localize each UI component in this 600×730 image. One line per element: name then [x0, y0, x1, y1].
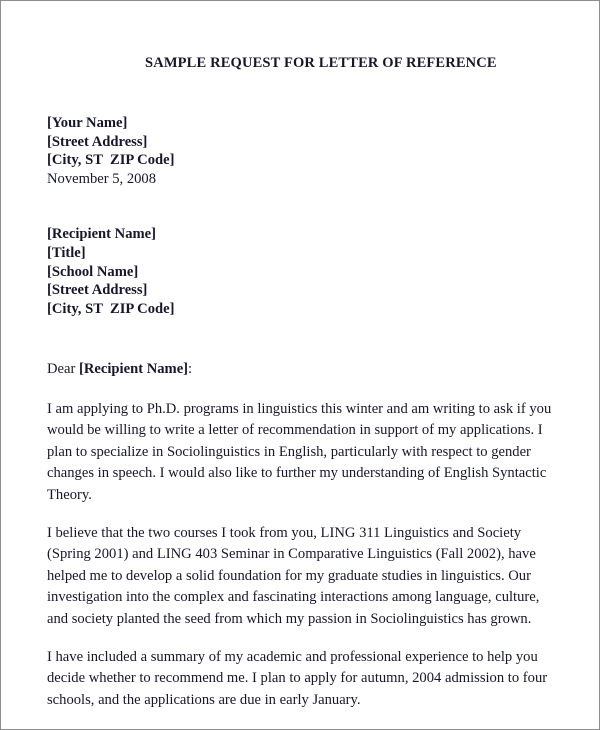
letter-date: November 5, 2008 — [47, 170, 157, 187]
recipient-street-field: [Street Address] — [47, 282, 148, 299]
salutation-line — [47, 360, 557, 379]
sender-name-field: [Your Name] — [47, 115, 128, 131]
sender-street-field: [Street Address] — [47, 133, 148, 150]
letter-body — [47, 1, 557, 711]
sender-address-block — [47, 114, 557, 188]
recipient-address-block — [47, 225, 557, 318]
recipient-title-field: [Title] — [47, 244, 86, 261]
salutation-name-field: [Recipient Name] — [79, 361, 189, 378]
page-title: SAMPLE REQUEST FOR LETTER OF REFERENCE — [145, 55, 497, 71]
sender-city-state-zip-field: [City, ST ZIP Code] — [47, 152, 175, 169]
body-paragraph-3: I have included a summary of my academic and professional experience to help you decide whether to recommend me. I plan to apply for autumn, 2004 admission to four schools, and the applications are due in early January. — [47, 649, 548, 708]
body-paragraph-2: I believe that the two courses I took from you, LING 311 Linguistics and Society (Spring 2001) and LING 403 Seminar in Comparative Linguistics (Fall 2002), have helped me to develop a solid foundation for my graduate studies in linguistics. Our investigation into the complex and fascinating interactions among language, culture, and society planted the seed from which my passion in Sociolinguistics has grown. — [47, 524, 540, 627]
recipient-name-field: [Recipient Name] — [47, 226, 157, 243]
recipient-city-state-zip-field: [City, ST ZIP Code] — [47, 300, 175, 317]
salutation-greeting: Dear — [47, 361, 80, 378]
recipient-school-field: [School Name] — [47, 263, 139, 280]
body-paragraph-1: I am applying to Ph.D. programs in linguistics this winter and am writing to ask if you would be willing to write a letter of recommendation in support of my applications. I plan to specialize in Sociolinguistics in English, particularly with respect to gender changes in speech. I would also like to further my understanding of English Syntactic Theory. — [47, 400, 552, 503]
salutation-punctuation: : — [188, 361, 193, 378]
